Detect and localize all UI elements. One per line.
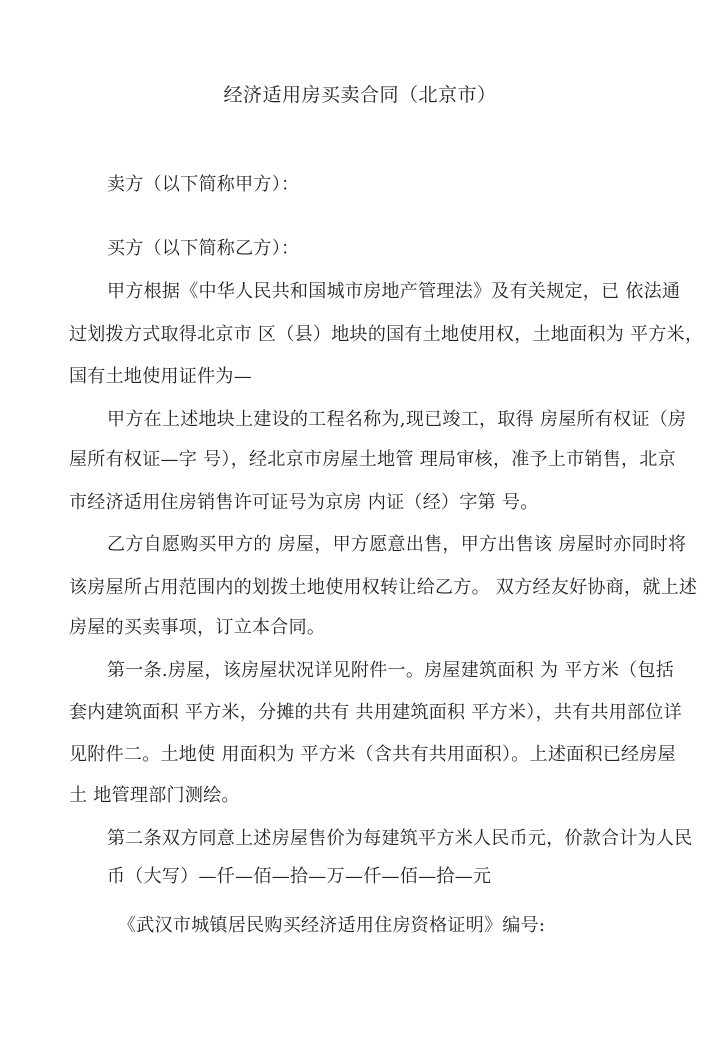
paragraph-line: 屋所有权证—字 号），经北京市房屋土地管 理局审核，准予上市销售，北京 — [69, 449, 676, 470]
paragraph-line: 币（大写）—仟—佰—拾—万—仟—佰—拾—元 — [107, 866, 492, 887]
seller-line: 卖方（以下简称甲方）： — [107, 174, 300, 195]
paragraph-line: 第二条双方同意上述房屋售价为每建筑平方米人民币元，价款合计为人民 — [107, 828, 693, 849]
paragraph-line: 甲方在上述地块上建设的工程名称为,现已竣工，取得 房屋所有权证（房 — [107, 409, 687, 430]
paragraph-line: 房屋的买卖事项，订立本合同。 — [69, 617, 326, 638]
certificate-line: 《武汉市城镇居民购买经济适用住房资格证明》编号: — [118, 915, 546, 936]
paragraph-line: 该房屋所占用范围内的划拨土地使用权转让给乙方。 双方经友好协商，就上述 — [69, 577, 698, 598]
buyer-line: 买方（以下简称乙方）： — [107, 238, 300, 259]
document-title: 经济适用房买卖合同（北京市） — [223, 84, 497, 106]
paragraph-line: 市经济适用住房销售许可证号为京房 内证（经）字第 号。 — [69, 492, 539, 513]
paragraph-line: 土 地管理部门测绘。 — [69, 785, 240, 806]
paragraph-line: 乙方自愿购买甲方的 房屋，甲方愿意出售，甲方出售该 房屋时亦同时将 — [107, 534, 687, 555]
paragraph-line: 第一条.房屋，该房屋状况详见附件一。房屋建筑面积 为 平方米（包括 — [107, 660, 675, 681]
paragraph-line: 国有土地使用证件为— — [69, 366, 252, 387]
paragraph-line: 过划拨方式取得北京市 区（县）地块的国有土地使用权，土地面积为 平方米， — [69, 324, 704, 345]
paragraph-line: 套内建筑面积 平方米，分摊的共有 共用建筑面积 平方米），共有共用部位详 — [69, 702, 682, 723]
paragraph-line: 甲方根据《中华人民共和国城市房地产管理法》及有关规定，已 依法通 — [107, 281, 681, 302]
paragraph-line: 见附件二。土地使 用面积为 平方米（含共有共用面积）。上述面积已经房屋 — [69, 744, 676, 765]
